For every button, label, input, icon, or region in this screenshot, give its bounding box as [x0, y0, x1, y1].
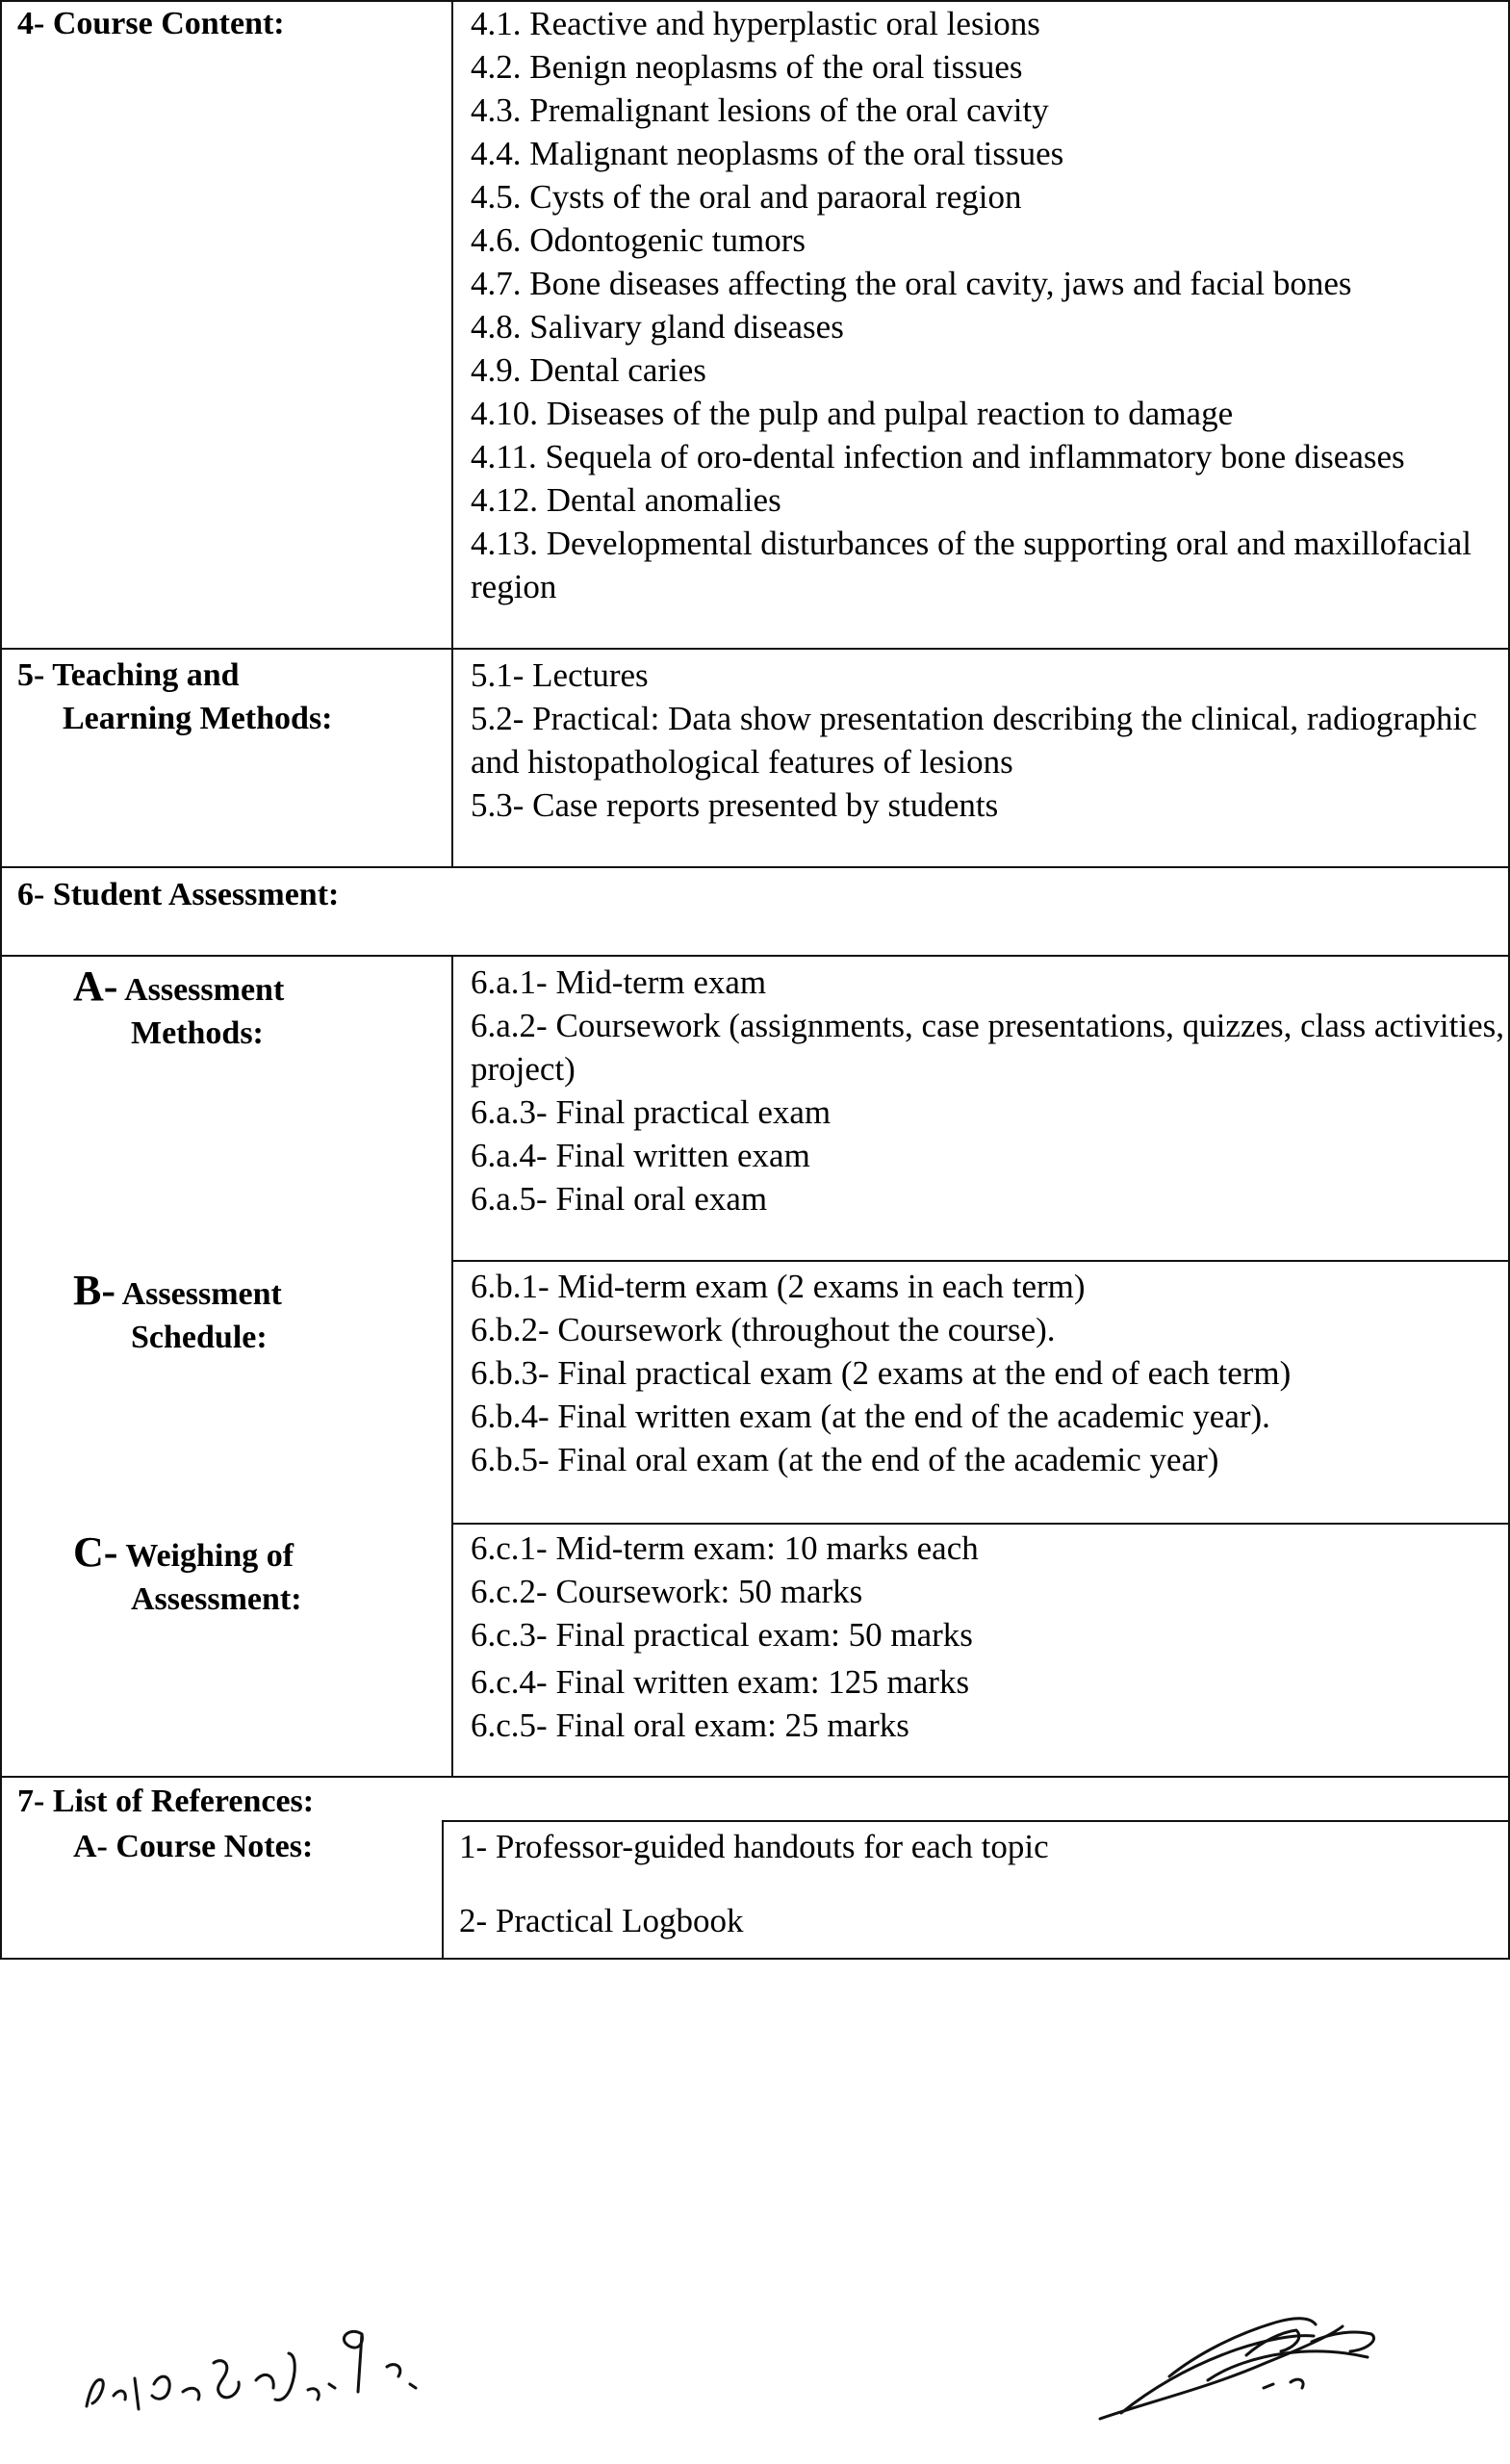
list-item: 4.1. Reactive and hyperplastic oral lesions [471, 5, 1040, 42]
sub-letter: A- [73, 962, 118, 1010]
assessment-weighing-label: C- Weighing of Assessment: [73, 1528, 302, 1617]
row-border-7 [442, 1820, 1510, 1822]
list-item: 6.a.2- Coursework (assignments, case presentations, quizzes, class activities, project) [471, 1007, 1505, 1088]
list-item: 4.10. Diseases of the pulp and pulpal reaction to damage [471, 395, 1234, 432]
assessment-methods-label: A- Assessment Methods: [73, 962, 285, 1051]
row-border-4 [451, 1260, 1510, 1262]
list-item: 4.8. Salivary gland diseases [471, 308, 844, 346]
list-item: 4.11. Sequela of oro-dental infection and inflammatory bone diseases [471, 438, 1405, 475]
list-item: 2- Practical Logbook [459, 1902, 744, 1939]
list-item: 6.a.5- Final oral exam [471, 1180, 768, 1218]
list-item: 6.a.4- Final written exam [471, 1137, 810, 1174]
column-divider-assessment [451, 957, 453, 1777]
list-item: 4.4. Malignant neoplasms of the oral tissues [471, 135, 1064, 172]
list-item: 4.12. Dental anomalies [471, 481, 781, 519]
column-divider-references [442, 1821, 444, 1960]
list-item: 4.5. Cysts of the oral and paraoral region [471, 178, 1022, 216]
list-item: 6.b.3- Final practical exam (2 exams at the end of each term) [471, 1354, 1292, 1392]
list-item: 5.3- Case reports presented by students [471, 786, 999, 824]
course-notes-list [459, 1825, 1498, 1942]
course-content-label: 4- Course Content: [17, 6, 285, 41]
row-border-1 [0, 648, 1510, 650]
references-label: 7- List of References: [17, 1784, 315, 1819]
teaching-methods-list [471, 654, 1500, 827]
assessment-schedule-list [471, 1265, 1505, 1481]
assessment-weighing-list [471, 1527, 1505, 1747]
signature-left-image [77, 2296, 491, 2421]
list-item: 6.a.1- Mid-term exam [471, 963, 767, 1001]
list-item: 5.1- Lectures [471, 656, 649, 694]
list-item: 6.c.5- Final oral exam: 25 marks [471, 1707, 909, 1744]
list-item: 6.b.4- Final written exam (at the end of the academic year). [471, 1398, 1270, 1435]
signature-left [77, 2296, 491, 2421]
row-border-2 [0, 866, 1510, 868]
row-border-bottom [0, 1958, 1510, 1960]
list-item: 4.7. Bone diseases affecting the oral cavity, jaws and facial bones [471, 265, 1352, 302]
list-item: 4.6. Odontogenic tumors [471, 221, 806, 259]
course-notes-label: A- Course Notes: [73, 1829, 314, 1864]
row-border-6 [0, 1776, 1510, 1778]
signature-right [1092, 2296, 1400, 2430]
assessment-schedule-label: B- Assessment Schedule: [73, 1267, 282, 1355]
list-item: 6.b.2- Coursework (throughout the course). [471, 1311, 1056, 1348]
list-item: 4.9. Dental caries [471, 351, 706, 389]
list-item: 6.c.1- Mid-term exam: 10 marks each [471, 1529, 979, 1567]
row-border-3 [0, 955, 1510, 957]
list-item: 6.a.3- Final practical exam [471, 1093, 832, 1131]
course-content-list [471, 2, 1500, 608]
row-border-5 [451, 1523, 1510, 1525]
column-divider-upper [451, 0, 453, 868]
list-item: 6.c.4- Final written exam: 125 marks [471, 1663, 970, 1701]
list-item: 1- Professor-guided handouts for each topic [459, 1828, 1049, 1865]
list-item: 6.c.3- Final practical exam: 50 marks [471, 1616, 973, 1654]
list-item: 6.b.1- Mid-term exam (2 exams in each term) [471, 1268, 1086, 1305]
list-item: 4.13. Developmental disturbances of the supporting oral and maxillofacial region [471, 525, 1472, 605]
sub-letter: C- [73, 1528, 118, 1576]
list-item: 5.2- Practical: Data show presentation describing the clinical, radiographic and histopathological features of lesions [471, 700, 1477, 781]
list-item: 6.c.2- Coursework: 50 marks [471, 1573, 863, 1610]
student-assessment-label: 6- Student Assessment: [17, 877, 340, 912]
list-item: 4.3. Premalignant lesions of the oral cavity [471, 91, 1049, 129]
list-item: 4.2. Benign neoplasms of the oral tissues [471, 48, 1023, 86]
teaching-methods-label: 5- Teaching and Learning Methods: [17, 657, 333, 736]
signature-right-image [1092, 2296, 1400, 2430]
list-item: 6.b.5- Final oral exam (at the end of the academic year) [471, 1441, 1219, 1478]
sub-letter: B- [73, 1267, 115, 1314]
assessment-methods-list [471, 961, 1505, 1220]
table-border-left [0, 0, 2, 1960]
